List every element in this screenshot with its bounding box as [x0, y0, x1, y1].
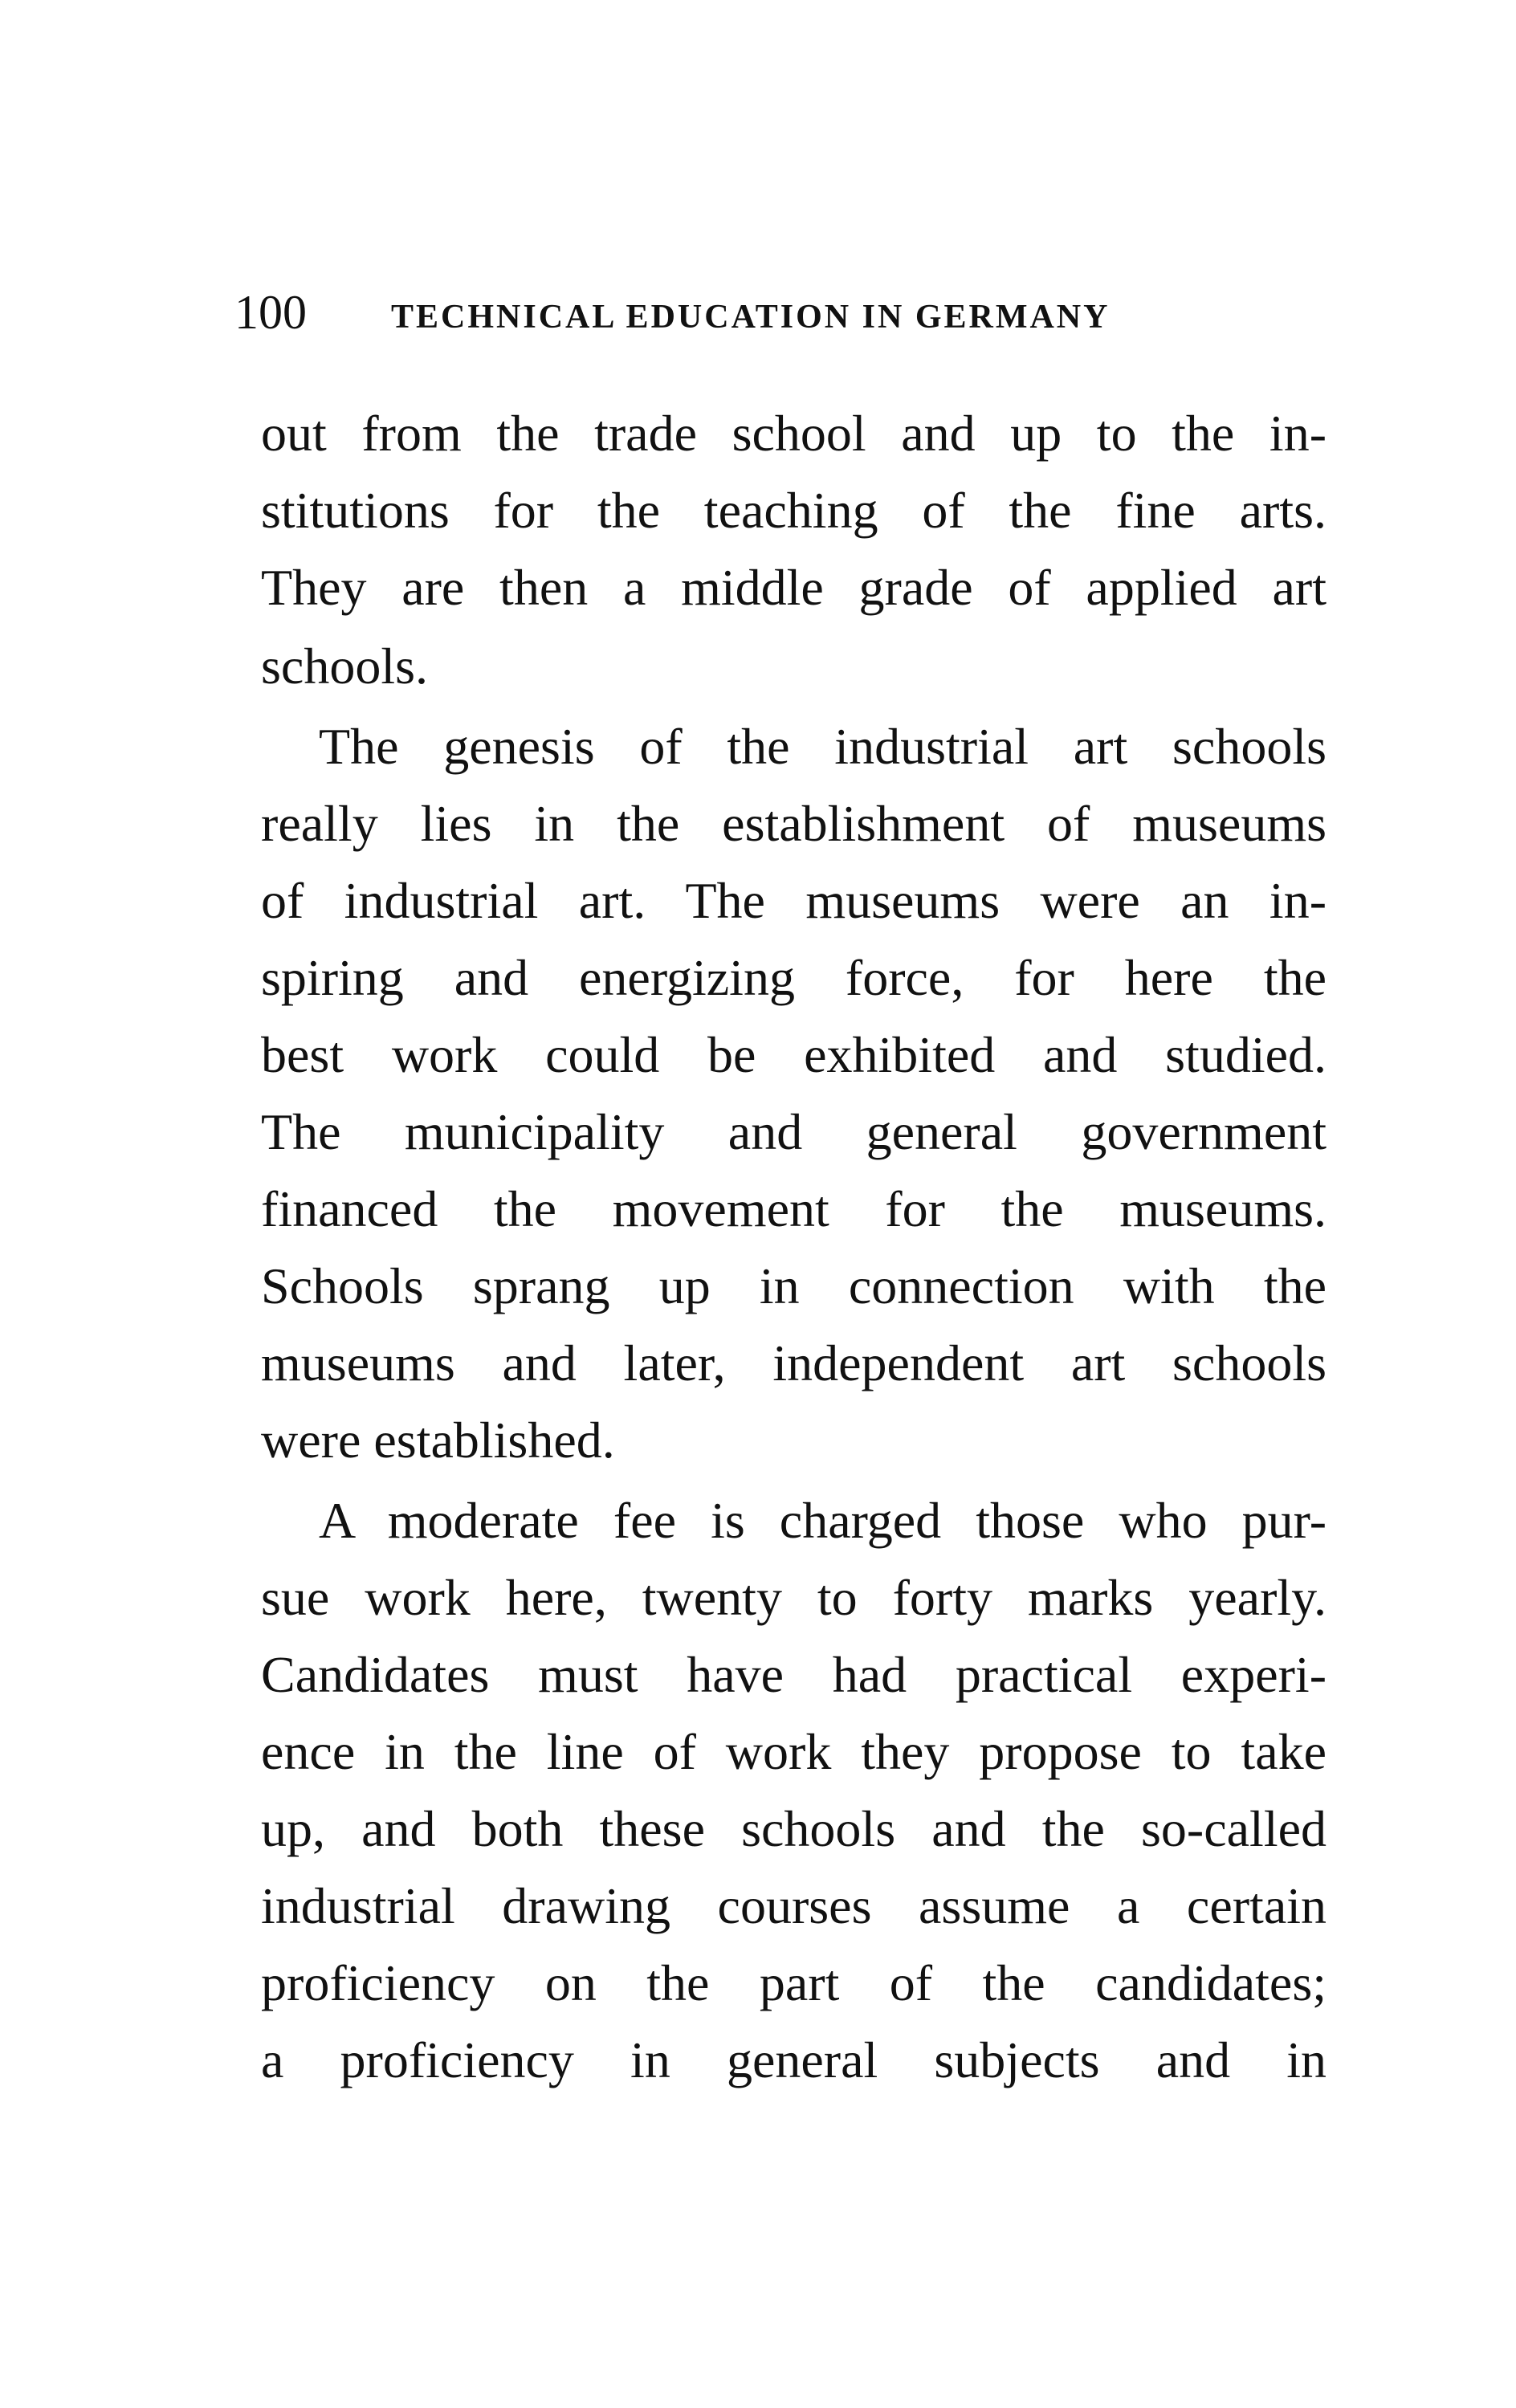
text-line: A moderate fee is charged those who pur- [319, 1492, 1326, 1549]
text-line: industrial drawing courses assume a certain [261, 1877, 1326, 1934]
text-line: sue work here, twenty to forty marks yearly. [261, 1569, 1326, 1626]
text-line: stitutions for the teaching of the fine arts. [261, 482, 1326, 539]
text-line: were established. [261, 1412, 615, 1469]
running-title: TECHNICAL EDUCATION IN GERMANY [391, 299, 1111, 336]
text-line: financed the movement for the museums. [261, 1180, 1326, 1237]
text-line: proficiency on the part of the candidates; [261, 1954, 1326, 2011]
text-line: best work could be exhibited and studied. [261, 1026, 1326, 1083]
text-line: They are then a middle grade of applied art [261, 559, 1326, 616]
page-number: 100 [234, 286, 307, 339]
text-line: museums and later, independent art schools [261, 1334, 1326, 1391]
text-line: Schools sprang up in connection with the [261, 1257, 1326, 1314]
text-line: ence in the line of work they propose to take [261, 1723, 1326, 1780]
text-line: really lies in the establishment of museums [261, 795, 1326, 852]
text-line: of industrial art. The museums were an in- [261, 872, 1326, 929]
page-header [234, 285, 1246, 341]
text-line: out from the trade school and up to the in- [261, 405, 1326, 462]
text-line: The municipality and general government [261, 1103, 1326, 1160]
text-line: The genesis of the industrial art schools [319, 718, 1326, 775]
text-line: schools. [261, 638, 428, 695]
text-line: spiring and energizing force, for here the [261, 949, 1326, 1006]
text-line: up, and both these schools and the so-called [261, 1800, 1326, 1857]
text-line: Candidates must have had practical experi- [261, 1646, 1326, 1703]
text-line: a proficiency in general subjects and in [261, 2031, 1326, 2088]
